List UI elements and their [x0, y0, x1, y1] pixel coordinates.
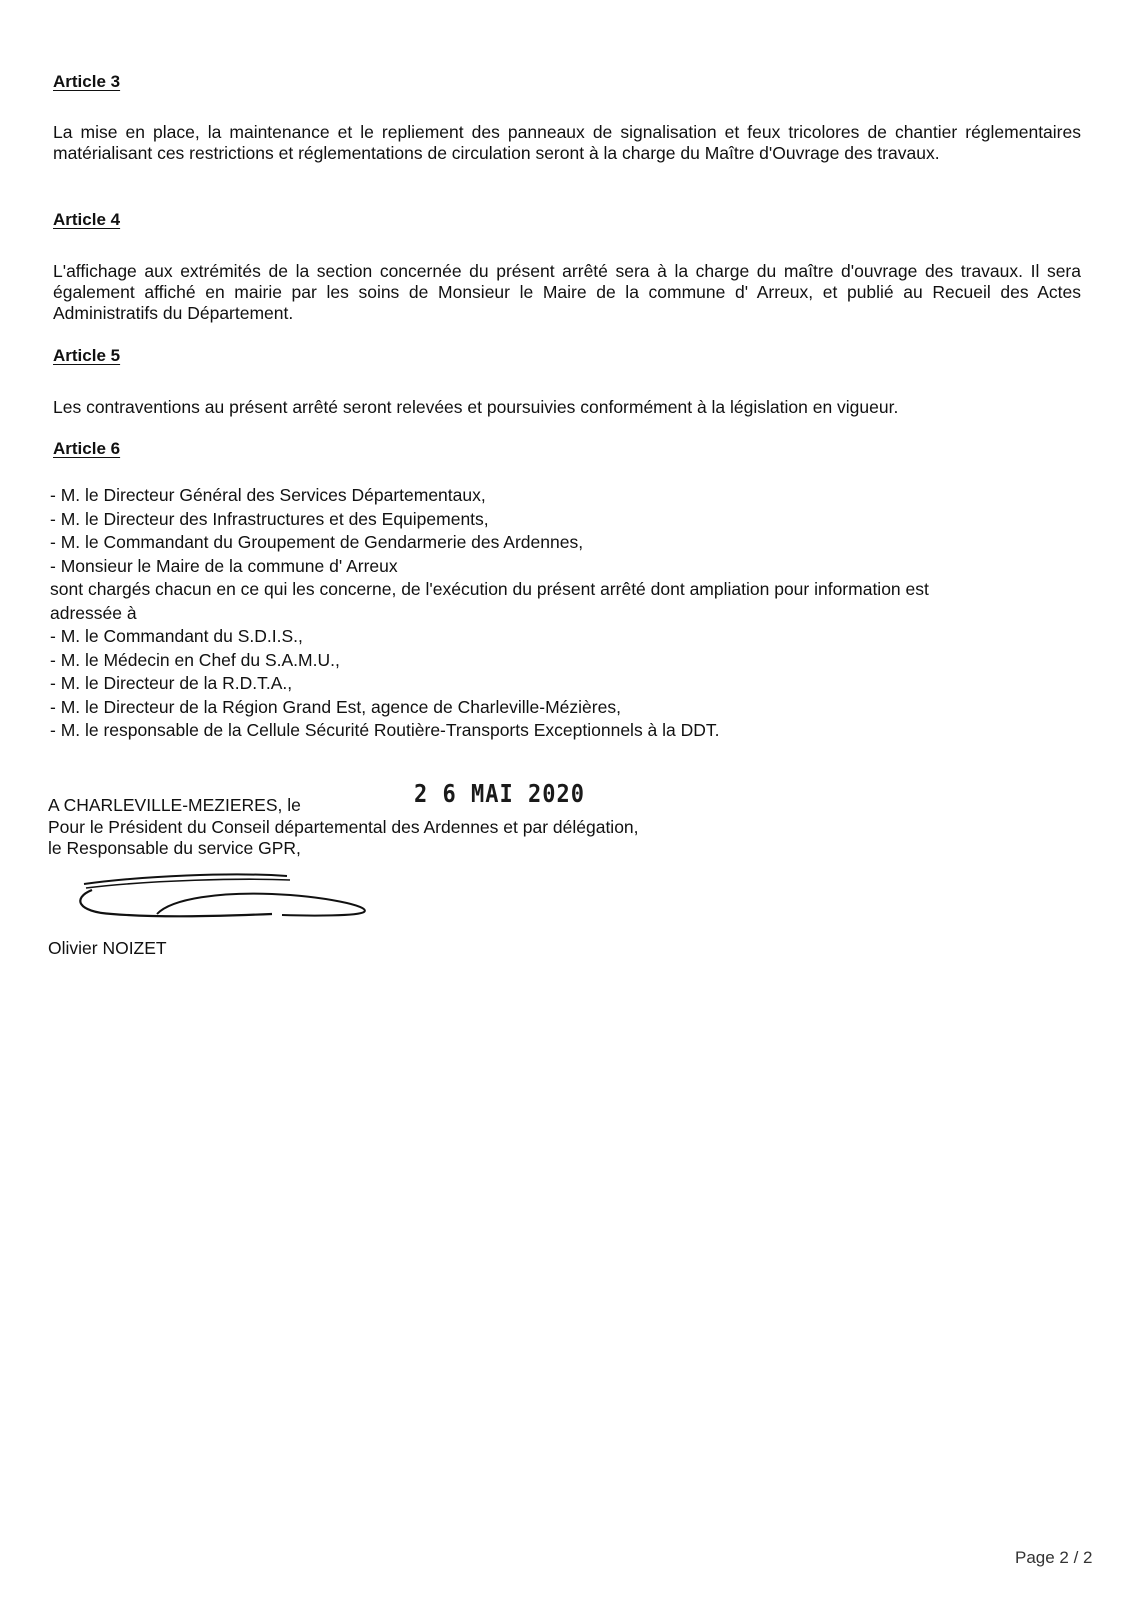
signature-block	[48, 795, 639, 860]
article-6-list	[50, 484, 1080, 743]
handwritten-signature	[72, 868, 372, 928]
date-stamp: 2 6 MAI 2020	[414, 780, 585, 809]
article-5-heading: Article 5	[53, 346, 121, 365]
article-5-text: Les contraventions au présent arrêté seront relevées et poursuivies conformément à la législation en vigueur.	[53, 397, 899, 417]
list-item: - M. le Directeur des Infrastructures et des Equipements,	[50, 508, 489, 529]
page-number: Page 2 / 2	[1015, 1548, 1093, 1567]
article-4-heading: Article 4	[53, 210, 121, 229]
signer-name: Olivier NOIZET	[48, 938, 167, 958]
role-line: le Responsable du service GPR,	[48, 838, 301, 858]
list-item: - M. le Médecin en Chef du S.A.M.U.,	[50, 649, 340, 670]
article-3-text: La mise en place, la maintenance et le repliement des panneaux de signalisation et feux tricolores de chantier réglementaires matérialisant ces restrictions et réglementations de circulation seront à la charge du Maître d'Ouvrage des travaux.	[53, 122, 1081, 163]
article-3-heading: Article 3	[53, 72, 121, 91]
list-item: - M. le Commandant du S.D.I.S.,	[50, 626, 303, 646]
list-item: - M. le Commandant du Groupement de Gendarmerie des Ardennes,	[50, 532, 584, 552]
article-6-heading: Article 6	[53, 439, 121, 458]
article-6-statement: sont chargés chacun en ce qui les concerne, de l'exécution du présent arrêté dont ampliation pour information est adressée à	[50, 579, 929, 623]
delegation-line: Pour le Président du Conseil départemental des Ardennes et par délégation,	[48, 816, 639, 837]
place-line: A CHARLEVILLE-MEZIERES, le	[48, 795, 301, 815]
list-item: - M. le responsable de la Cellule Sécurité Routière-Transports Exceptionnels à la DDT.	[50, 720, 720, 740]
list-item: - Monsieur le Maire de la commune d' Arreux	[50, 555, 398, 576]
list-item: - M. le Directeur de la Région Grand Est, agence de Charleville-Mézières,	[50, 696, 621, 717]
article-4-text: L'affichage aux extrémités de la section concernée du présent arrêté sera à la charge du maître d'ouvrage des travaux. Il sera également affiché en mairie par les soins de Monsieur le Maire de la commune d' Arreux, et publié au Recueil des Actes Administratifs du Département.	[53, 261, 1081, 323]
list-item: - M. le Directeur de la R.D.T.A.,	[50, 673, 293, 693]
list-item: - M. le Directeur Général des Services Départementaux,	[50, 485, 486, 505]
